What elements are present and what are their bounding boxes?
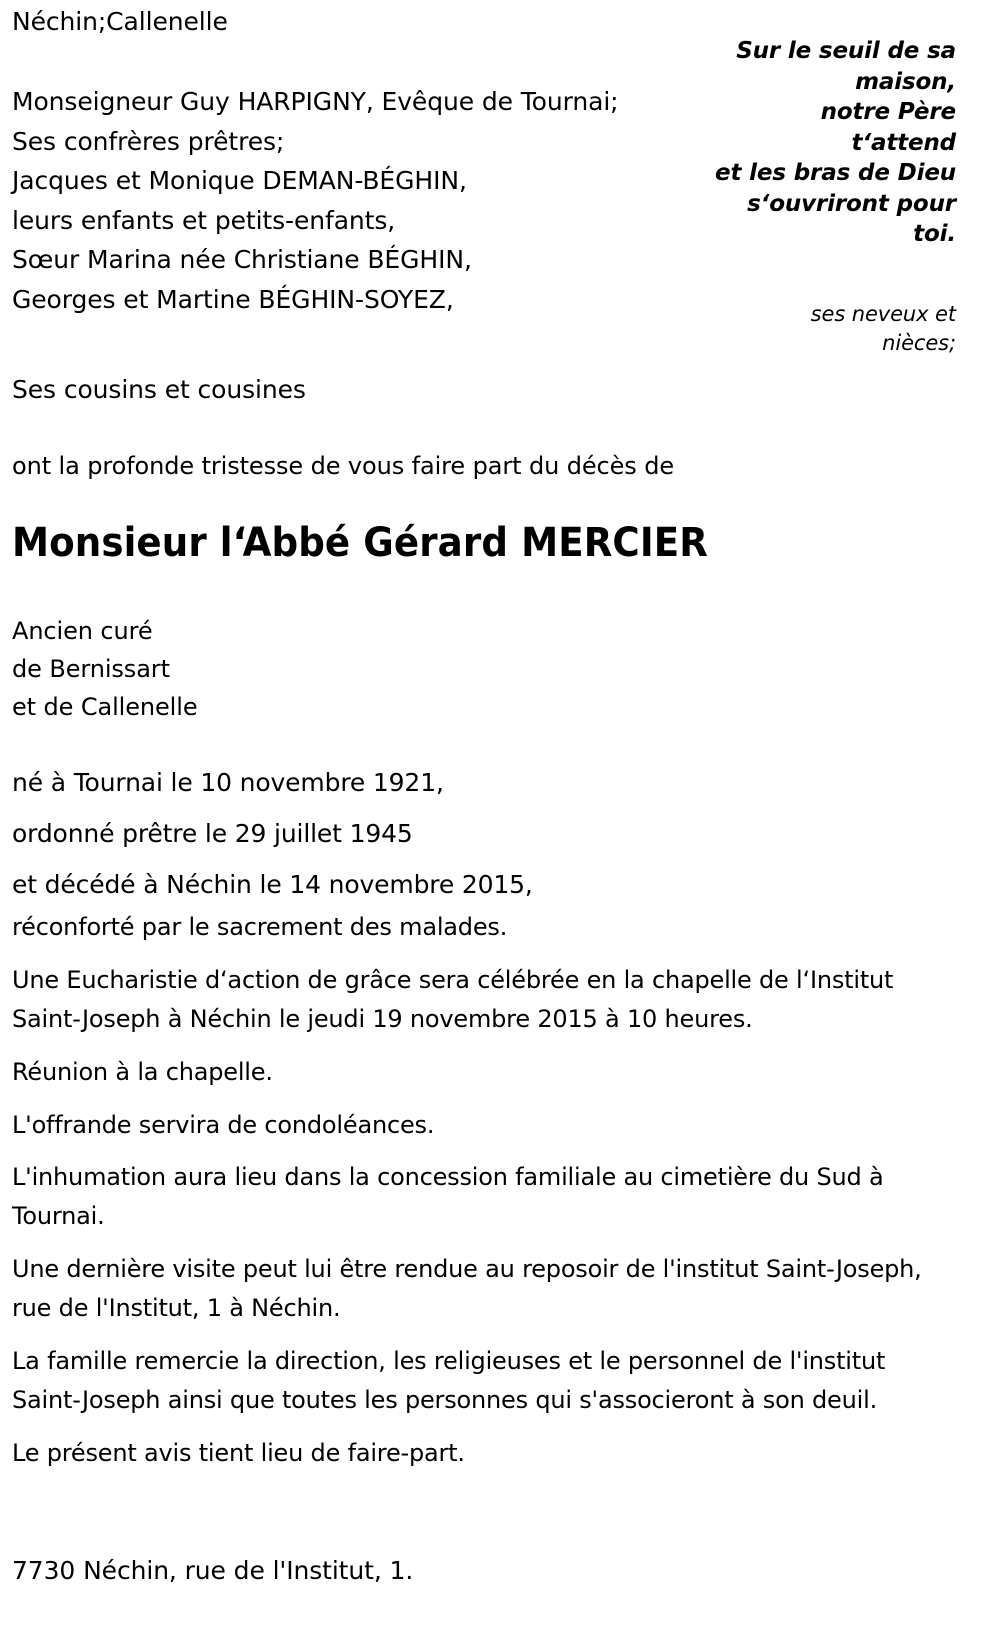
deceased-role bbox=[12, 612, 197, 726]
family-line: Sœur Marina née Christiane BÉGHIN, bbox=[12, 245, 472, 274]
locality-header: Néchin;Callenelle bbox=[12, 7, 228, 36]
family-listing bbox=[12, 82, 672, 319]
life-date-line: ordonné prêtre le 29 juillet 1945 bbox=[12, 819, 413, 848]
quote-line: toi. bbox=[913, 221, 956, 248]
body-paragraph: Le présent avis tient lieu de faire-part. bbox=[12, 1438, 465, 1467]
prayer-quote bbox=[656, 36, 956, 250]
family-line: Ses confrères prêtres; bbox=[12, 126, 285, 156]
body-paragraph: L'offrande servira de condoléances. bbox=[12, 1110, 435, 1139]
role-line: Ancien curé bbox=[12, 617, 153, 645]
body-paragraph: L'inhumation aura lieu dans la concession familiale au cimetière du Sud à Tournai. bbox=[12, 1163, 884, 1231]
body-paragraph: Une dernière visite peut lui être rendue au reposoir de l'institut Saint-Joseph, rue de l'Institut, 1 à Néchin. bbox=[12, 1255, 922, 1322]
quote-line: notre Père bbox=[820, 99, 956, 126]
body-paragraph: réconforté par le sacrement des malades. bbox=[12, 913, 508, 941]
family-line: Jacques et Monique DEMAN-BÉGHIN, bbox=[12, 166, 467, 195]
quote-line: et les bras de Dieu bbox=[715, 160, 956, 187]
body-paragraph: Réunion à la chapelle. bbox=[12, 1057, 273, 1086]
quote-line: Sur le seuil de sa bbox=[736, 38, 956, 64]
life-date-line: et décédé à Néchin le 14 novembre 2015, bbox=[12, 870, 533, 899]
deceased-name: Monsieur l‘Abbé Gérard MERCIER bbox=[12, 520, 709, 566]
quote-signature-line: ses neveux et bbox=[810, 302, 956, 326]
cousins-line: Ses cousins et cousines bbox=[12, 375, 306, 404]
life-date-line: né à Tournai le 10 novembre 1921, bbox=[12, 768, 444, 797]
role-line: de Bernissart bbox=[12, 655, 170, 684]
quote-line: maison, bbox=[855, 68, 956, 95]
body-paragraphs bbox=[12, 908, 950, 1487]
body-paragraph: La famille remercie la direction, les religieuses et le personnel de l'institut Saint-Joseph ainsi que toutes les personnes qui s'associeront à son deuil. bbox=[12, 1346, 886, 1414]
footer-address: 7730 Néchin, rue de l'Institut, 1. bbox=[12, 1556, 414, 1585]
quote-line: t‘attend bbox=[851, 129, 956, 156]
quote-signature bbox=[656, 300, 956, 358]
quote-line: s‘ouvriront pour bbox=[747, 190, 956, 217]
family-line: Georges et Martine BÉGHIN-SOYEZ, bbox=[12, 284, 454, 314]
quote-signature-line: nièces; bbox=[882, 330, 956, 355]
role-line: et de Callenelle bbox=[12, 693, 198, 722]
life-dates bbox=[12, 768, 533, 899]
family-line: Monseigneur Guy HARPIGNY, Evêque de Tournai; bbox=[12, 87, 619, 116]
family-line: leurs enfants et petits-enfants, bbox=[12, 205, 396, 235]
announcement-lead: ont la profonde tristesse de vous faire part du décès de bbox=[12, 452, 675, 480]
body-paragraph: Une Eucharistie d‘action de grâce sera célébrée en la chapelle de l‘Institut Saint-Joseph à Néchin le jeudi 19 novembre 2015 à 10 heures. bbox=[12, 965, 894, 1033]
